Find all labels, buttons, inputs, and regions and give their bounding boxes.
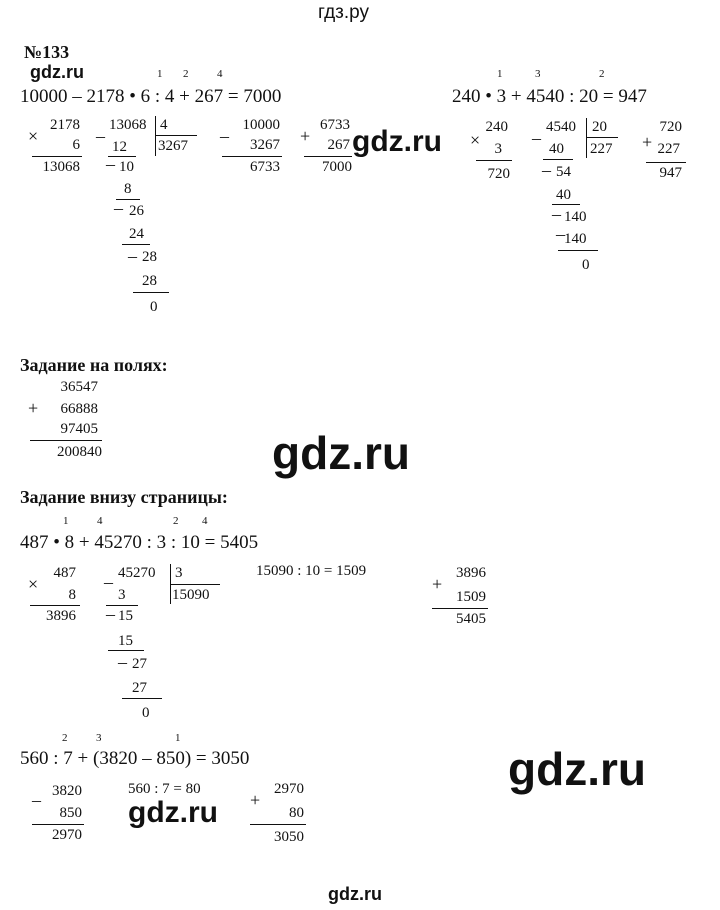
equation-3: 487 • 8 + 45270 : 3 : 10 = 5405 [20, 532, 259, 553]
result: 200840 [57, 444, 102, 460]
operand: 3267 [250, 137, 280, 153]
section-title: Задание внизу страницы: [20, 487, 228, 507]
division-step: 40 [556, 187, 571, 203]
order-mark: 4 [97, 515, 103, 527]
operand: 850 [59, 805, 82, 821]
plus-sign: + [432, 574, 443, 594]
minus-sign: – [104, 572, 113, 592]
watermark: gdz.ru [272, 427, 410, 479]
result: 7000 [322, 159, 352, 175]
division-step: 0 [150, 299, 158, 315]
rule-line [30, 440, 102, 441]
divisor: 20 [592, 119, 607, 135]
rule-line [558, 250, 598, 251]
rule-line [476, 160, 512, 161]
result: 720 [487, 166, 510, 182]
division-bar [155, 116, 156, 156]
operand: 36547 [60, 379, 98, 395]
minus-sign: – [542, 160, 551, 180]
division-step: 26 [129, 203, 144, 219]
plus-sign: + [28, 398, 39, 418]
order-mark: 4 [202, 515, 208, 527]
division-step: 8 [124, 181, 132, 197]
division-bar [586, 118, 587, 158]
rule-line [646, 162, 686, 163]
equation-2: 240 • 3 + 4540 : 20 = 947 [452, 86, 647, 107]
equation-1: 10000 – 2178 • 6 : 4 + 267 = 7000 [20, 86, 282, 107]
division-step: 54 [556, 164, 571, 180]
watermark: gdz.ru [352, 125, 442, 158]
order-mark: 1 [175, 732, 181, 744]
division-step: 3 [118, 587, 126, 603]
division-step: 15 [118, 608, 133, 624]
divisor: 3 [175, 565, 183, 581]
operand: 3896 [456, 565, 486, 581]
minus-sign: – [556, 224, 565, 244]
plus-sign: + [642, 132, 653, 152]
minus-sign: – [106, 604, 115, 624]
division-step: 24 [129, 226, 144, 242]
operand: 720 [659, 119, 682, 135]
section-title: Задание на полях: [20, 355, 168, 375]
operand: 10000 [242, 117, 280, 133]
rule-line [122, 698, 162, 699]
division-step: 12 [112, 139, 127, 155]
rule-line [222, 156, 282, 157]
order-mark: 4 [217, 68, 223, 80]
quotient: 3267 [158, 138, 188, 154]
order-mark: 1 [497, 68, 503, 80]
dividend: 45270 [118, 565, 156, 581]
rule-line [30, 605, 80, 606]
dividend: 4540 [546, 119, 576, 135]
order-mark: 3 [96, 732, 102, 744]
rule-line [250, 824, 306, 825]
result: 13068 [42, 159, 80, 175]
multiply-sign: × [28, 126, 39, 146]
operand: 2178 [50, 117, 80, 133]
quotient: 227 [590, 141, 613, 157]
minus-sign: – [532, 128, 541, 148]
minus-sign: – [32, 790, 41, 810]
minus-sign: – [128, 246, 137, 266]
result: 947 [659, 165, 682, 181]
order-mark: 1 [157, 68, 163, 80]
quotient: 15090 [172, 587, 210, 603]
operand: 240 [485, 119, 508, 135]
order-mark: 3 [535, 68, 541, 80]
watermark: gdz.ru [30, 62, 84, 82]
minus-sign: – [552, 204, 561, 224]
result: 5405 [456, 611, 486, 627]
equation-4: 560 : 7 + (3820 – 850) = 3050 [20, 748, 250, 769]
rule-line [122, 244, 150, 245]
minus-sign: – [114, 198, 123, 218]
division-step: 15 [118, 633, 133, 649]
rule-line [155, 135, 197, 136]
problem-number: №133 [24, 42, 70, 62]
operand: 66888 [60, 401, 98, 417]
result: 6733 [250, 159, 280, 175]
division-step: 140 [564, 209, 587, 225]
division-step: 0 [142, 705, 150, 721]
result: 2970 [52, 827, 82, 843]
operand: 6733 [320, 117, 350, 133]
rule-line [432, 608, 488, 609]
operand: 3 [494, 141, 502, 157]
operand: 227 [657, 141, 680, 157]
result: 3896 [46, 608, 76, 624]
multiply-sign: × [28, 574, 39, 594]
operand: 80 [289, 805, 304, 821]
note: 15090 : 10 = 1509 [256, 563, 367, 579]
operand: 97405 [60, 421, 98, 437]
plus-sign: + [300, 126, 311, 146]
division-step: 27 [132, 680, 147, 696]
order-mark: 2 [173, 515, 179, 527]
result: 3050 [274, 829, 304, 845]
order-mark: 2 [62, 732, 68, 744]
order-mark: 2 [183, 68, 189, 80]
division-step: 27 [132, 656, 147, 672]
division-step: 10 [119, 159, 134, 175]
operand: 8 [68, 587, 76, 603]
division-step: 28 [142, 249, 157, 265]
watermark: gdz.ru [328, 884, 382, 904]
rule-line [32, 156, 82, 157]
rule-line [170, 584, 220, 585]
rule-line [304, 156, 352, 157]
rule-line [108, 650, 144, 651]
watermark: gdz.ru [128, 796, 218, 829]
division-step: 28 [142, 273, 157, 289]
minus-sign: – [118, 652, 127, 672]
operand: 6 [72, 137, 80, 153]
division-step: 0 [582, 257, 590, 273]
watermark: gdz.ru [508, 743, 646, 795]
rule-line [133, 292, 169, 293]
rule-line [586, 137, 618, 138]
operand: 2970 [274, 781, 304, 797]
operand: 487 [53, 565, 76, 581]
division-step: 40 [549, 141, 564, 157]
order-mark: 1 [63, 515, 69, 527]
site-header: гдз.ру [318, 2, 370, 23]
rule-line [32, 824, 84, 825]
operand: 267 [327, 137, 350, 153]
note: 560 : 7 = 80 [128, 781, 201, 797]
plus-sign: + [250, 790, 261, 810]
minus-sign: – [106, 154, 115, 174]
minus-sign: – [220, 126, 229, 146]
operand: 1509 [456, 589, 486, 605]
multiply-sign: × [470, 130, 481, 150]
order-mark: 2 [599, 68, 605, 80]
minus-sign: – [96, 126, 105, 146]
dividend: 13068 [109, 117, 147, 133]
operand: 3820 [52, 783, 82, 799]
division-step: 140 [564, 231, 587, 247]
divisor: 4 [160, 117, 168, 133]
